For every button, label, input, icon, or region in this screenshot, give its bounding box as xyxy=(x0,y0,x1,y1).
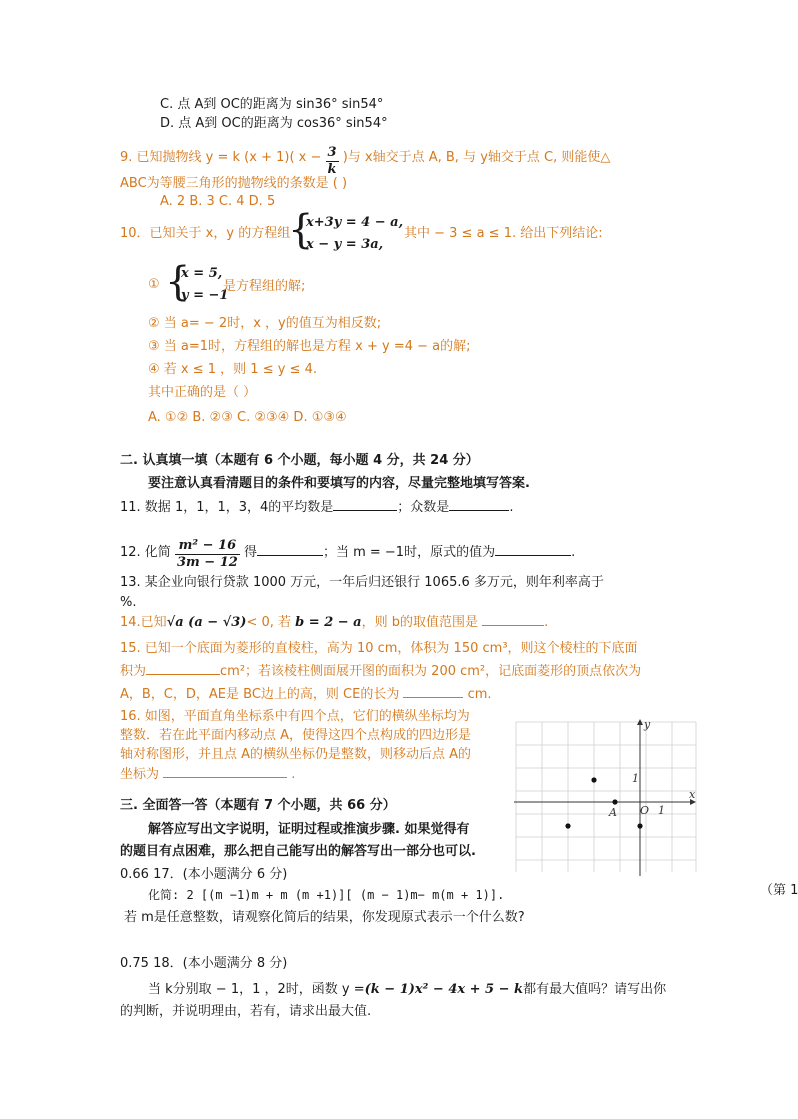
q8-option-d: D. 点 A到 OC的距离为 cos36° sin54° xyxy=(160,116,388,131)
point-a xyxy=(612,799,617,804)
q14-text-post: ，则 b的取值范围是 xyxy=(361,615,478,630)
q15-line1: 15. 已知一个底面为菱形的直棱柱，高为 10 cm，体积为 150 cm³，则这个棱柱的下底面 xyxy=(120,641,638,656)
origin-label: O xyxy=(640,804,650,817)
unit-x-label: 1 xyxy=(658,804,665,817)
q12-text-mid2: ；当 m = −1时，原式的值为 xyxy=(322,545,496,560)
q12-blank-value[interactable] xyxy=(495,543,571,556)
q12-frac-den: 3m − 12 xyxy=(176,555,238,570)
q16-line2: 整数．若在此平面内移动点 A，使得这四个点构成的四边形是 xyxy=(120,728,472,743)
figure-caption: （第 1 xyxy=(760,883,798,898)
section2-title: 二. 认真填一填（本题有 6 个小题，每小题 4 分，共 24 分） xyxy=(120,453,479,468)
q15-blank-ce[interactable] xyxy=(403,685,463,698)
q16-blank[interactable] xyxy=(163,765,287,778)
q10-c3: ③ 当 a=1时，方程组的解也是方程 x + y =4 − a的解; xyxy=(148,339,471,354)
q8-option-c: C. 点 A到 OC的距离为 sin36° sin54° xyxy=(160,97,384,112)
q10-options: A. ①② B. ②③ C. ②③④ D. ①③④ xyxy=(148,410,347,425)
point-lower-left xyxy=(565,823,570,828)
q12-fraction xyxy=(175,538,240,571)
q9-frac-den: k xyxy=(327,162,337,177)
q18-line1 xyxy=(148,981,666,999)
section3-note2: 的题目有点困难，那么把自己能写出的解答写出一部分也可以. xyxy=(120,844,476,859)
q16-line4-post: . xyxy=(291,767,296,782)
q9-text-post: )与 x轴交于点 A, B, 与 y轴交于点 C, 则能使△ xyxy=(342,150,611,165)
q10-condition: 其中 − 3 ≤ a ≤ 1. 给出下列结论: xyxy=(404,226,603,241)
y-axis-label: y xyxy=(644,718,651,731)
section3-title: 三. 全面答一答（本题有 7 个小题，共 66 分） xyxy=(120,798,396,813)
q15-line2 xyxy=(120,662,641,681)
q16-line4 xyxy=(120,765,295,784)
q11-text-pre: 11. 数据 1，1，1，3，4的平均数是 xyxy=(120,500,334,515)
q10-c1-eq1: x = 5, xyxy=(181,266,223,281)
q14-blank[interactable] xyxy=(482,613,544,626)
q12-text-pre: 12. 化简 xyxy=(120,545,171,560)
point-on-y-axis xyxy=(637,823,642,828)
q18-expr: (k − 1)x² − 4x + 5 − k xyxy=(364,982,524,997)
q16-line1: 16. 如图，平面直角坐标系中有四个点，它们的横纵坐标均为 xyxy=(120,709,470,724)
q10-ask: 其中正确的是（ ） xyxy=(148,385,257,400)
q17-line1: 化简: 2 [(m −1)m + m (m +1)][ (m − 1)m− m(m + 1)]. xyxy=(148,888,505,902)
q12-text-post: . xyxy=(571,545,576,560)
x-axis-label: x xyxy=(689,788,696,801)
q10-intro: 10．已知关于 x，y 的方程组 xyxy=(120,226,291,241)
q11-line xyxy=(120,498,513,517)
q10-c4: ④ 若 x ≤ 1 ，则 1 ≤ y ≤ 4. xyxy=(148,362,317,377)
q14-text-pre: 14.已知 xyxy=(120,615,167,630)
q10-brace: { xyxy=(288,207,314,253)
q14-line xyxy=(120,613,548,632)
q9-line2: ABC为等腰三角形的抛物线的条数是 ( ) xyxy=(120,176,348,191)
q16-coordinate-figure xyxy=(510,716,700,878)
unit-y-label: 1 xyxy=(632,772,639,785)
q14-text-mid: < 0, 若 xyxy=(246,615,292,630)
q15-line2-post: cm²；若该棱柱侧面展开图的面积为 200 cm²，记底面菱形的顶点依次为 xyxy=(220,664,642,679)
q13-line1: 13. 某企业向银行贷款 1000 万元，一年后归还银行 1065.6 多万元，则年利率高于 xyxy=(120,575,604,590)
q18-text-post: 都有最大值吗？请写出你 xyxy=(523,982,667,997)
q17-line2: 若 m是任意整数，请观察化简后的结果，你发现原式表示一个什么数? xyxy=(124,910,525,925)
q13-line2: %. xyxy=(120,595,137,610)
q10-eq1: x+3y = 4 − a, xyxy=(306,215,404,230)
q15-line3 xyxy=(120,685,492,704)
q9-frac-num: 3 xyxy=(327,145,337,160)
q9-options: A. 2 B. 3 C. 4 D. 5 xyxy=(160,194,276,209)
section3-note1: 解答应写出文字说明，证明过程或推演步骤. 如果觉得有 xyxy=(148,822,470,837)
point-a-label: A xyxy=(609,806,617,819)
q10-c2: ② 当 a= − 2时，x ，y的值互为相反数; xyxy=(148,316,382,331)
q10-eq2: x − y = 3a, xyxy=(306,237,384,252)
q14-text-end: . xyxy=(544,615,549,630)
q11-text-post: . xyxy=(509,500,514,515)
q15-line2-pre: 积为 xyxy=(120,664,147,679)
q16-line3: 轴对称图形，并且点 A的横纵坐标仍是整数，则移动后点 A的 xyxy=(120,747,472,762)
q12-text-mid1: 得 xyxy=(243,545,257,560)
point-upper-left xyxy=(591,777,596,782)
q11-text-mid: ；众数是 xyxy=(397,500,450,515)
grid-lines xyxy=(516,722,696,872)
q16-line4-pre: 坐标为 xyxy=(120,767,160,782)
q15-line3-pre: A，B，C，D，AE是 BC边上的高，则 CE的长为 xyxy=(120,687,400,702)
q12-line xyxy=(120,538,575,571)
q18-text-pre: 当 k分别取 − 1，1 ，2时，函数 y = xyxy=(148,982,365,997)
section2-note: 要注意认真看清题目的条件和要填写的内容，尽量完整地填写答案. xyxy=(148,476,530,491)
q9-line1 xyxy=(120,145,610,178)
q14-expr1: √a (a − √3) xyxy=(166,615,247,630)
q10-c1-mark: ① xyxy=(148,277,160,292)
q18-header: 0.75 18．(本小题满分 8 分) xyxy=(120,956,288,971)
q15-line3-post: cm. xyxy=(467,687,492,702)
q18-line2: 的判断，并说明理由，若有，请求出最大值. xyxy=(120,1004,372,1019)
q14-expr2: b = 2 − a xyxy=(295,615,362,630)
q10-c1-brace: { xyxy=(165,259,191,305)
q12-blank-simplified[interactable] xyxy=(257,543,323,556)
q17-header: 0.66 17．(本小题满分 6 分) xyxy=(120,867,288,882)
q12-frac-num: m² − 16 xyxy=(175,538,240,555)
q9-text-pre: 9. 已知抛物线 y = k (x + 1)( x − xyxy=(120,150,322,165)
q10-c1-eq2: y = −1 xyxy=(181,288,229,303)
q10-c1-text: 是方程组的解; xyxy=(223,279,306,294)
q11-blank-mean[interactable] xyxy=(333,498,397,511)
q11-blank-mode[interactable] xyxy=(449,498,509,511)
q15-blank-area[interactable] xyxy=(146,662,220,675)
q9-fraction xyxy=(326,145,339,178)
